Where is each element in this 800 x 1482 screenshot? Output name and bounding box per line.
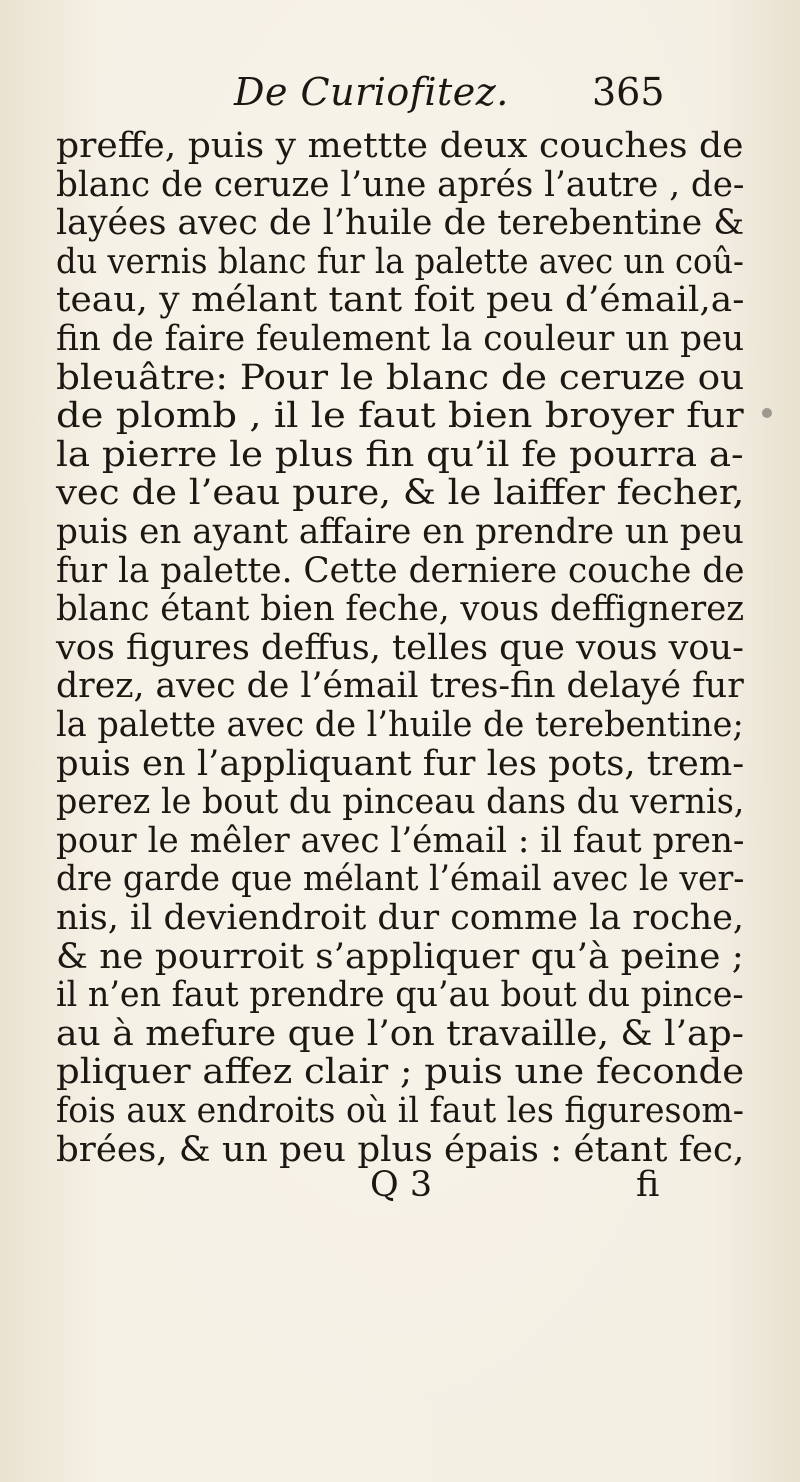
text-line: du vernis blanc fur la palette avec un coû- [56,241,744,282]
text-line: il n’en faut prendre qu’au bout du pince- [56,975,744,1016]
text-line: fur la palette. Cette derniere couche de [56,550,745,591]
text-line: puis en l’appliquant fur les pots, trem- [56,743,745,784]
text-line: la pierre le plus fin qu’il fe pourra a- [56,434,744,475]
text-line: & ne pourroit s’appliquer qu’à peine ; [56,936,744,977]
text-line: puis en ayant affaire en prendre un peu [56,512,744,552]
running-title: De Curiofitez. [234,70,509,114]
text-line: vec de l’eau pure, & le laiffer fecher, [56,473,745,514]
catchword: fi [636,1165,660,1205]
text-line: de plomb , il le faut bien broyer fur [56,396,744,437]
page-header [0,70,800,120]
text-line: vos figures deffus, telles que vous vou- [56,627,744,668]
text-line: drez, avec de l’émail tres-fin delayé fur [56,666,744,707]
page-footer [0,1165,800,1215]
page-number: 365 [592,70,665,114]
ink-speck [762,408,772,418]
signature-mark: Q 3 [370,1165,433,1205]
text-line: dre garde que mélant l’émail avec le ver- [56,859,745,900]
text-line: teau, y mélant tant foit peu d’émail,a- [56,280,745,321]
text-line: preffe, puis y mettte deux couches de [56,126,744,166]
text-line: pour le mêler avec l’émail : il faut pren- [56,820,745,861]
text-line: fin de faire feulement la couleur un peu [56,319,745,359]
text-line: pliquer affez clair ; puis une feconde [56,1052,745,1093]
text-line: brées, & un peu plus épais : étant fec, [56,1129,745,1170]
text-line: bleuâtre: Pour le blanc de ceruze ou [56,357,745,398]
text-line: perez le bout du pinceau dans du vernis, [56,782,745,823]
text-line: la palette avec de l’huile de terebentine; [56,705,744,745]
text-line: blanc de ceruze l’une aprés l’autre , de- [56,164,745,205]
text-line: au à mefure que l’on travaille, & l’ap- [56,1013,744,1054]
text-line: nis, il deviendroit dur comme la roche, [56,898,745,938]
text-line: fois aux endroits où il faut les figuresom- [56,1091,745,1131]
text-line: blanc étant bien feche, vous deffignerez [56,589,745,630]
text-line: layées avec de l’huile de terebentine & [56,203,745,244]
